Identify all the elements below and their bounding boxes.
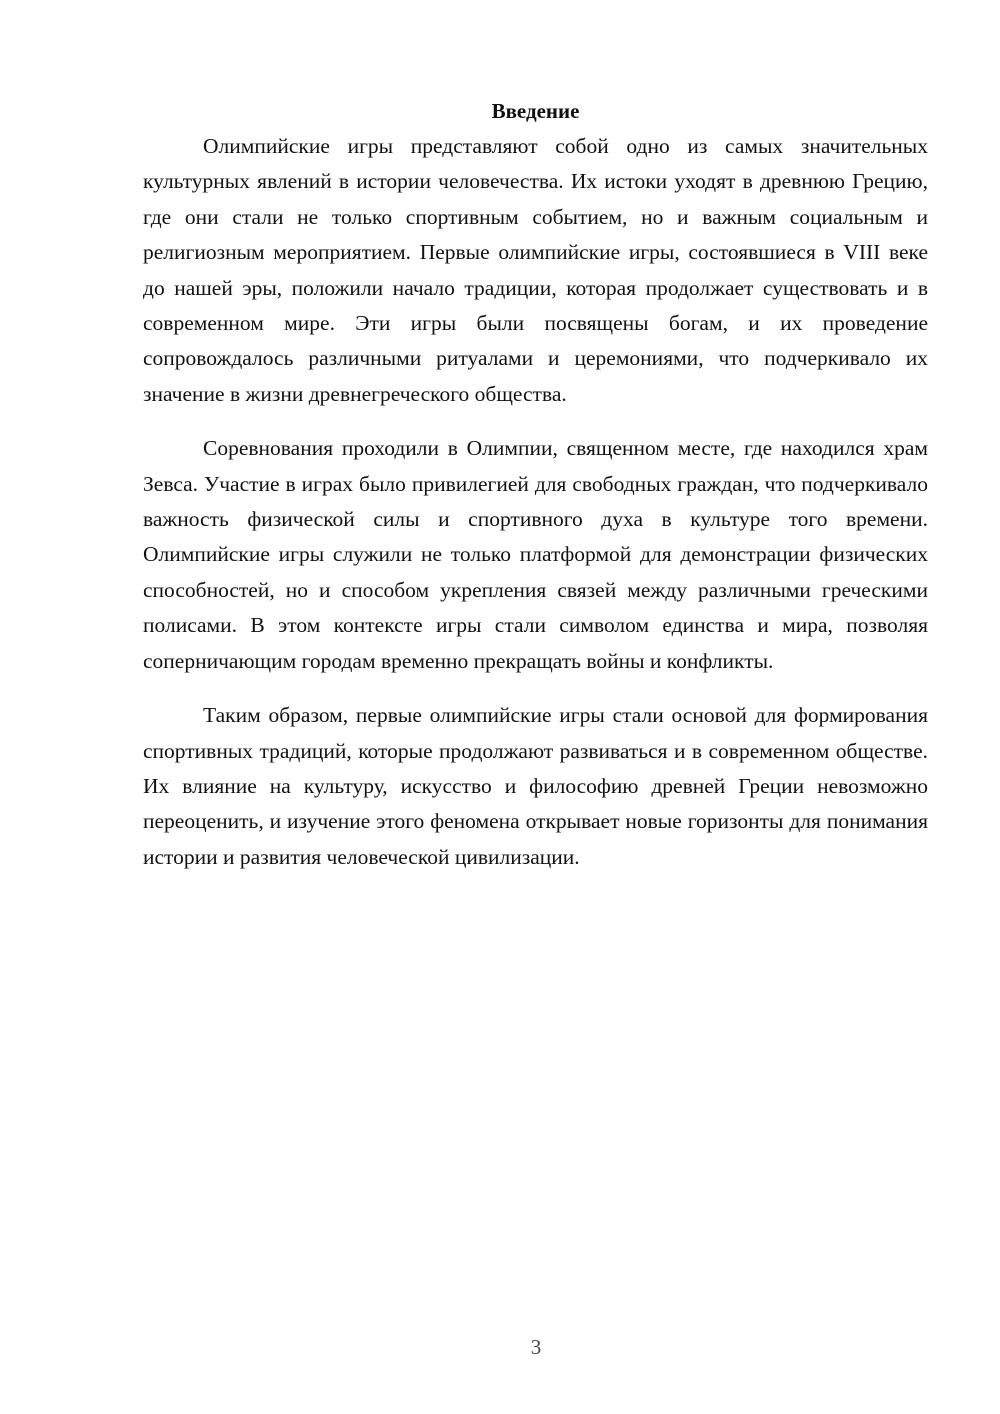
section-title: Введение (491, 99, 580, 123)
paragraph-competitions: Соревнования проходили в Олимпии, священном месте, где находился храм Зевса. Участие в играх было привилегией для свободных граждан, что подчеркивало важность физической силы и спортивного духа в культуре того времени. Олимпийские игры служили не только платформой для демонстрации физических способностей, но и способом укрепления связей между различными греческими полисами. В этом контексте игры стали символом единства и мира, позволяя соперничающим городам временно прекращать войны и конфликты. (143, 436, 928, 673)
paragraph-intro: Олимпийские игры представляют собой одно из самых значительных культурных явлений в истории человечества. Их истоки уходят в древнюю Грецию, где они стали не только спортивным событием, но и важным социальным и религиозным мероприятием. Первые олимпийские игры, состоявшиеся в VIII веке до нашей эры, положили начало традиции, которая продолжает существовать и в современном мире. Эти игры были посвящены богам, и их проведение сопровождалось различными ритуалами и церемониями, что подчеркивало их значение в жизни древнегреческого общества. (143, 134, 928, 406)
page-content (143, 96, 928, 875)
page-number: 3 (530, 1335, 542, 1359)
paragraph-conclusion: Таким образом, первые олимпийские игры стали основой для формирования спортивных традиций, которые продолжают развиваться и в современном обществе. Их влияние на культуру, искусство и философию древней Греции невозможно переоценить, и изучение этого феномена открывает новые горизонты для понимания истории и развития человеческой цивилизации. (143, 703, 928, 869)
